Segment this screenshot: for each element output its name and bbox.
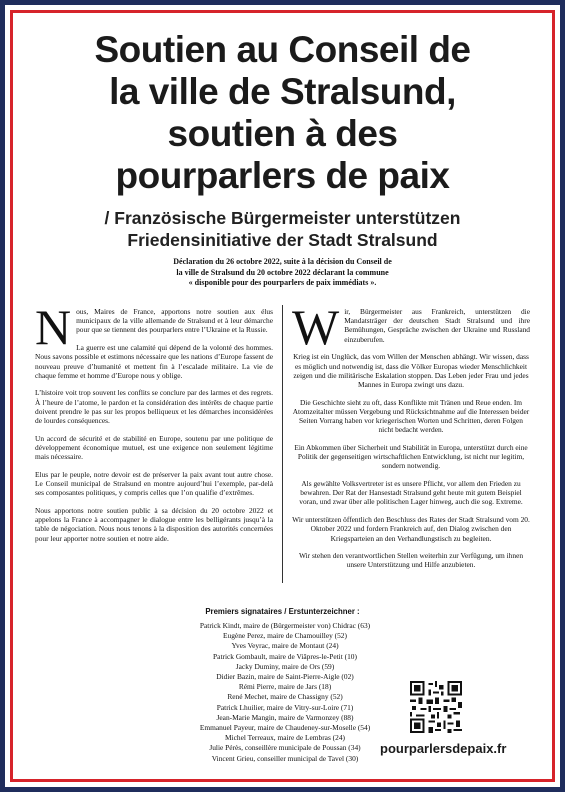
french-paragraph-6: Nous apportons notre soutien public à sa décision du 20 octobre 2022 et appelons la France à accompagner le dialogue entre les belligérants jusqu’à la table de négociation. Nous nous tenons à la disposition des autorités concernées pour leur apporter notre soutien et notre aide. (35, 505, 273, 543)
french-paragraph-3: L’histoire voit trop souvent les conflits se conclure par des larmes et des regrets. À l’heure de l’atome, le pardon et la considération des intérêts de chaque partie doivent prendre le pas sur les propos belliqueux et les démarches inconsidérées de lourdes conséquences. (35, 388, 273, 426)
title-line-2: la ville de Stralsund, (109, 71, 456, 112)
signatory-item: Patrick Lhuilier, maire de Vitry-sur-Loire (71) (216, 702, 354, 712)
declaration-line-2: la ville de Stralsund du 20 octobre 2022 déclarant la commune (176, 267, 389, 277)
signatory-item: Patrick Kindt, maire de (Bürgermeister von) Chidrac (63) (199, 621, 371, 630)
page-title (15, 29, 550, 197)
german-paragraph-5: Als gewählte Volksvertreter ist es unsere Pflicht, vor allem den Frieden zu bewahren. Der Rat der Hansestadt Stralsund geht heute mit gutem Beispiel voran, und zwar über alle politischen Lager hinweg, auch die sog. Extreme. (299, 479, 523, 507)
signatory-item: Jean-Marie Mangin, maire de Varmonzey (88) (216, 712, 354, 722)
signatory-item: Jacky Duminy, maire de Ors (59) (235, 661, 335, 671)
website-link[interactable]: pourparlersdepaix.fr (380, 741, 507, 756)
signatory-item: Vincent Grieu, conseiller municipal de Tavel (30) (211, 753, 359, 763)
title-line-1: Soutien au Conseil de (94, 29, 471, 70)
german-dropcap: W (292, 299, 340, 355)
german-p1-text: ir, Bürgermeister aus Frankreich, unterstützen die Mandatsträger der deutschen Stadt Stralsund und ihre Bemühungen, Gespräche zwischen der Ukraine und Russland einzuberufen. (344, 307, 530, 344)
subtitle-line-2: Friedensinitiative der Stadt Stralsund (127, 230, 438, 250)
german-paragraph-7: Wir stehen den verantwortlichen Stellen weiterhin zur Verfügung, um ihnen unsere Unterstützung und Hilfe anzubieten. (298, 551, 524, 570)
page-subtitle (15, 207, 550, 251)
signatory-item: Michel Terreaux, maire de Lembras (24) (224, 733, 345, 743)
subtitle-line-1: / Französische Bürgermeister unterstützen (104, 208, 461, 228)
german-paragraph-6: Wir unterstützen öffentlich den Beschluss des Rates der Stadt Stralsund vom 20. Oktober 2022 und fordern Frankreich auf, den Dialog zwischen den Kriegsparteien an den Verhandlungstisch zu begleiten. (292, 515, 530, 543)
signatory-item: Julie Pérès, conseillère municipale de Poussan (34) (209, 743, 361, 753)
signatories-heading: Premiers signataires / Erstunterzeichner : (205, 607, 360, 616)
qr-code-icon[interactable] (410, 681, 462, 733)
title-line-3: soutien à des (167, 113, 398, 154)
column-divider (282, 305, 283, 583)
german-paragraph-3: Die Geschichte sieht zu oft, dass Konflikte mit Tränen und Reue enden. Im Atomzeitalter müssen Vergebung und Rücksichtnahme auf die Interessen beider Seiten Vorrang haben vor kriegerischen Worten und Schritten, deren Folgen nicht bedacht werden. (292, 397, 530, 435)
french-dropcap: N (35, 299, 72, 355)
german-paragraph-4: Ein Abkommen über Sicherheit und Stabilität in Europa, unterstützt durch eine Politik der gegenseitigen wirtschaftlichen Entwicklung, ist nicht nur legitim, sondern notwendig. (294, 442, 528, 471)
german-column (292, 299, 530, 578)
signatory-item: Emmanuel Payeur, maire de Chaudeney-sur-Moselle (54) (199, 723, 371, 733)
declaration-line-1: Déclaration du 26 octobre 2022, suite à la décision du Conseil de (173, 257, 392, 266)
signatory-item: Patrick Gombault, maire de Viâpres-le-Petit (10) (213, 651, 357, 661)
french-paragraph-1 (35, 299, 273, 355)
signatory-item: René Mechet, maire de Chassigny (52) (227, 692, 343, 702)
french-paragraph-2: La guerre est une calamité qui dépend de la volonté des hommes. Nous savons possible et estimons nécessaire que les nations d’Europe fassent de nouveau preuve d’humanité et mettent fin à l’escalade militaire. La vie de chaque femme et homme d’Europe nous y oblige. (35, 343, 273, 380)
french-paragraph-5: Elus par le peuple, notre devoir est de préserver la paix avant tout autre chose. Le Conseil municipal de Stralsund en montre aujourd’hui l’exemple, par-delà ses composantes politiques, y compris celles que l’on qualifie d’extrêmes. (35, 469, 273, 498)
poster-page (15, 17, 550, 775)
signatory-item: Eugène Perez, maire de Chamouilley (52) (223, 631, 347, 641)
german-paragraph-1 (292, 299, 530, 355)
french-p1-text: ous, Maires de France, apportons notre soutien aux élus municipaux de la ville allemande de Stralsund et à leur démarche pour que se tiennent des pourparlers entre l’Ukraine et la Russie. (76, 307, 273, 335)
french-paragraph-4: Un accord de sécurité et de stabilité en Europe, soutenu par une politique de développement économique mutuel, est une exigence non seulement légitime mais nécessaire. (35, 433, 273, 462)
signatory-item: Rémi Pierre, maire de Jars (18) (238, 682, 332, 692)
signatory-item: Didier Bazin, maire de Saint-Pierre-Aigle (02) (216, 672, 354, 682)
french-column (35, 299, 273, 551)
declaration-note (125, 257, 440, 289)
signatory-item: Yves Veyrac, maire de Montaut (24) (231, 641, 339, 651)
german-paragraph-2: Krieg ist ein Unglück, das vom Willen der Menschen abhängt. Wir wissen, dass es möglich und notwendig ist, dass die Völker Europas wieder Menschlichkeit zeigen und die militärische Eskalation stoppen. Das Leben jeder Frau und jedes Mannes in Europa zwingt uns dazu. (293, 352, 529, 389)
title-line-4: pourparlers de paix (115, 155, 450, 196)
declaration-line-3: « disponible pour des pourparlers de paix immédiats ». (188, 278, 377, 287)
